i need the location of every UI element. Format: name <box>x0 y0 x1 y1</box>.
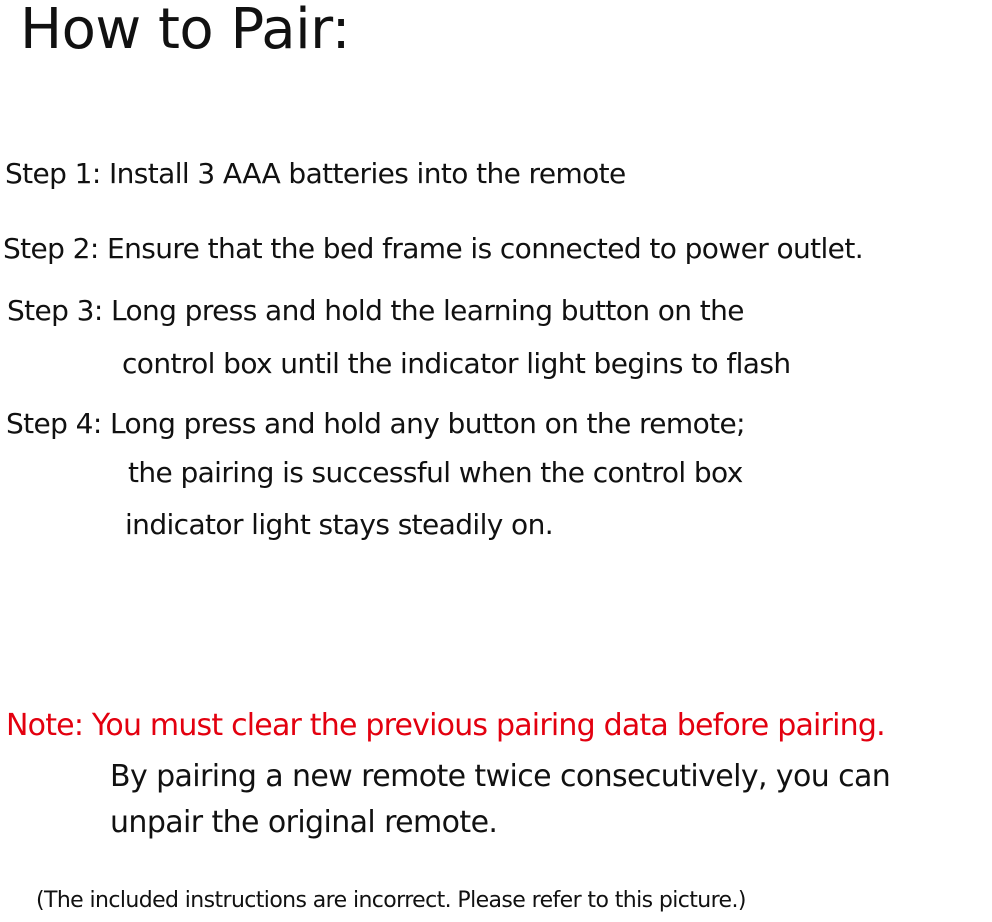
note-line-1: By pairing a new remote twice consecutively, you can <box>110 759 891 794</box>
note-headline: Note: You must clear the previous pairing data before pairing. <box>6 708 885 743</box>
step-3-line-1: Step 3: Long press and hold the learning button on the <box>7 294 744 327</box>
step-4-line-1: Step 4: Long press and hold any button on the remote; <box>6 407 745 440</box>
step-1-line-1: Step 1: Install 3 AAA batteries into the remote <box>5 157 626 190</box>
footer-disclaimer: (The included instructions are incorrect. Please refer to this picture.) <box>36 888 746 913</box>
step-2-line-1: Step 2: Ensure that the bed frame is connected to power outlet. <box>3 232 863 265</box>
step-4-line-2: the pairing is successful when the control box <box>128 456 743 489</box>
step-3-line-2: control box until the indicator light begins to flash <box>122 347 791 380</box>
page-title: How to Pair: <box>20 0 351 62</box>
step-4-line-3: indicator light stays steadily on. <box>125 508 554 541</box>
note-line-2: unpair the original remote. <box>110 805 498 840</box>
